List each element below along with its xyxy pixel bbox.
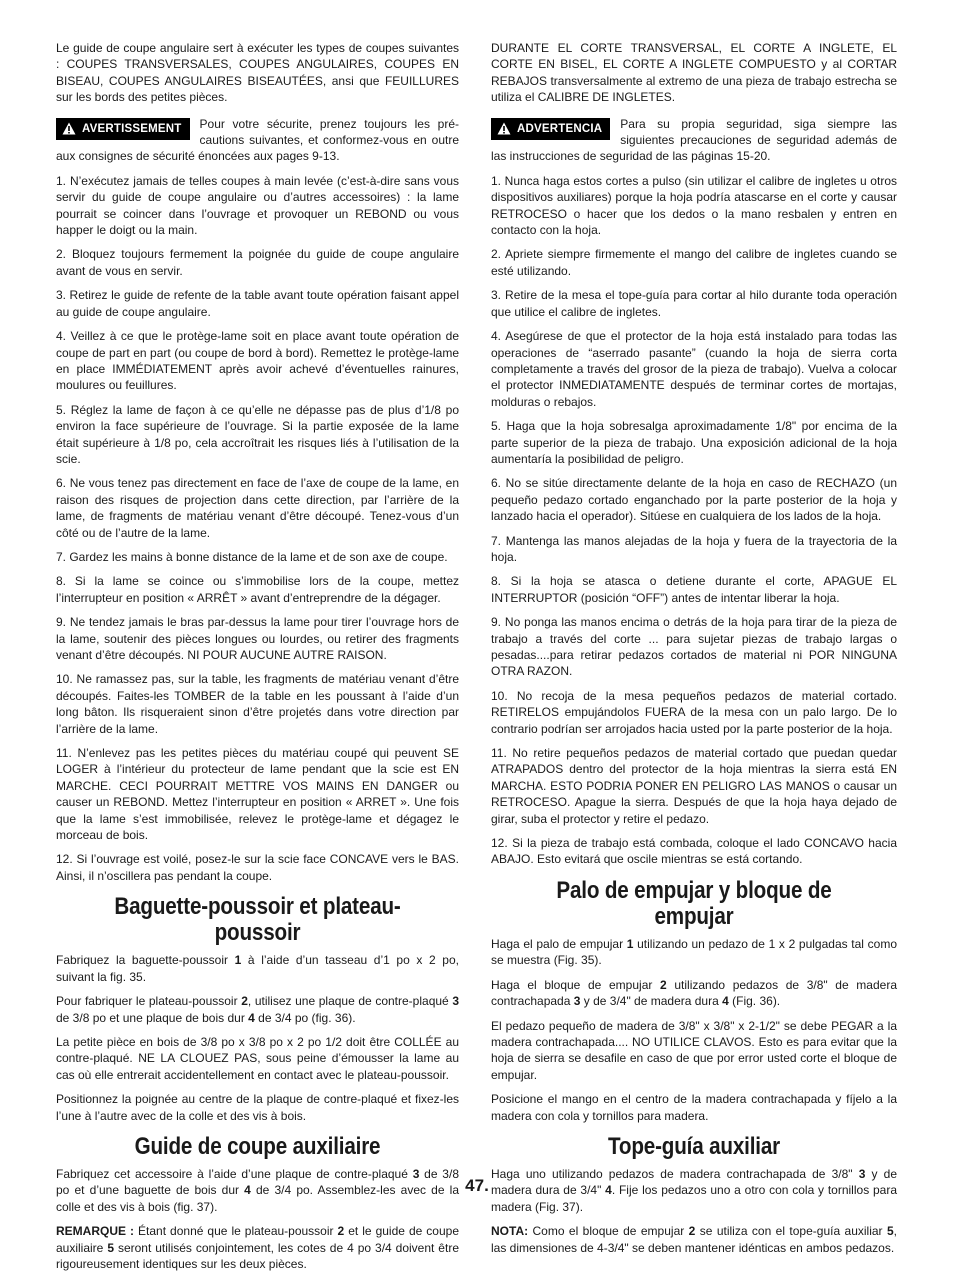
- list-item: 12. Si l’ouvrage est voilé, posez-le sur la scie face CONCAVE vers le BAS. Ainsi, il n’oscillera pas pendant la coupe.: [56, 852, 459, 883]
- list-item: 10. Ne ramassez pas, sur la table, les fragments de matériau venant d’être découpés. Faites-les TOMBER de la table en les poussant à l’aide d’un long bâton. Ils risqueraient sinon d’être projetés dans votre direction par l’arrière de la lame.: [56, 672, 459, 736]
- section-heading-auxiliary-fence: Tope-guía auxiliar: [608, 1132, 780, 1160]
- list-item: 1. Nunca haga estos cortes a pulso (sin utilizar el calibre de ingletes u otros dispositivos auxiliares) porque la hoja podría atascarse en el corte y causar RETROCESO o hacer que los dedos o la mano resbalen y entren en contacto con la hoja.: [491, 173, 897, 238]
- spanish-column: [491, 40, 897, 1264]
- intro-paragraph: DURANTE EL CORTE TRANSVERSAL, EL CORTE A INGLETE, EL CORTE EN BISEL, EL CORTE A INGLETE COMPUESTO y al CORTAR REBAJOS transversalmente al extremo de una pieza de trabajo estrecha se utiliza el CALIBRE DE INGLETES.: [491, 41, 897, 105]
- list-item: 7. Mantenga las manos alejadas de la hoja y fuera de la trayectoria de la hoja.: [491, 533, 897, 564]
- list-item: 8. Si la lame se coince ou s’immobilise lors de la coupe, mettez l’interrupteur en position « ARRÊT » avant d’entreprendre de la dégager.: [56, 574, 459, 605]
- section-heading-push-stick: Baguette-poussoir et plateau-poussoir: [114, 893, 401, 947]
- list-item: 9. Ne tendez jamais le bras par-dessus la lame pour tirer l’ouvrage hors de la lame, soutenir des pièces longues ou lourdes, ou retirer des fragments venant d’être découpés. NI POUR AUCUNE AUTRE RAISON.: [56, 615, 459, 662]
- list-item: 12. Si la pieza de trabajo está combada, coloque el lado CONCAVO hacia ABAJO. Esto evitará que oscile mientras se está cortando.: [491, 836, 897, 867]
- paragraph: Haga uno utilizando pedazos de madera contrachapada de 3/8" 3 y de madera dura de 3/4" 4. Fije los pedazos uno a otro con cola y tornillos para madera (Fig. 37).: [491, 1166, 898, 1214]
- list-item: 4. Veillez à ce que le protège-lame soit en place avant toute opération de coupe de part en part (ou coupe de bord à bord). Remettez le protège-lame en place IMMÉDIATEMENT après avoir achevé d’éventuelles rainures, moulures ou feuillures.: [56, 329, 459, 393]
- paragraph: Haga el palo de empujar 1 utilizando un pedazo de 1 x 2 pulgadas tal como se muestra (Fig. 35).: [491, 936, 897, 968]
- warning-badge: [56, 118, 190, 140]
- list-item: 5. Réglez la lame de façon à ce qu’elle ne dépasse pas de plus d’1/8 po environ la face supérieure de l’ouvrage. Si la partie exposée de la lame était supérieure à 1/8 po, cela accroîtrait les risques liés à l’utilisation de la scie.: [56, 402, 459, 466]
- paragraph: Pour fabriquer le plateau-poussoir 2, utilisez une plaque de contre-plaqué 3 de 3/8 po et une plaque de bois dur 4 de 3/4 po (fig. 36).: [56, 994, 460, 1025]
- warning-text: Pour votre sécurite, prenez toujours les pré-cautions suivantes, et conformez-vous en outre aux consignes de sécurité énoncées aux pages 9-13.: [56, 116, 459, 164]
- paragraph: Haga el bloque de empujar 2 utilizando pedazos de 3/8" de madera contrachapada 3 y de 3/4" de madera dura 4 (Fig. 36).: [491, 977, 897, 1009]
- list-item: 5. Haga que la hoja sobresalga aproximadamente 1/8" por encima de la parte superior de la pieza de trabajo. Una exposición adicional de la hoja aumentaría la posibilidad de peligro.: [491, 419, 897, 466]
- list-item: 4. Asegúrese de que el protector de la hoja está instalado para todas las operaciones de “aserrado pasante” (cuando la hoja de sierra corta completamente a través del grosor de la pieza de trabajo). Vuelva a colocar el protector INMEDIATAMENTE después de terminar cortes de mortajas, molduras o rebajos.: [491, 329, 897, 409]
- list-item: 11. No retire pequeños pedazos de material cortado que puedan quedar ATRAPADOS dentro del protector de la hoja mientras la sierra está EN MARCHA. ESTO PODRIA PONER EN PELIGRO LAS MANOS o causar un RETROCESO. Apague la sierra. Después de que la hoja haya dejado de girar, suba el protector y retire el pedazo.: [491, 746, 897, 826]
- list-item: 2. Apriete siempre firmemente el mango del calibre de ingletes cuando se esté utilizando.: [491, 247, 897, 278]
- list-item: 7. Gardez les mains à bonne distance de la lame et de son axe de coupe.: [56, 549, 448, 564]
- warning-label: AVERTISSEMENT: [82, 122, 182, 135]
- list-item: 2. Bloquez toujours fermement la poignée du guide de coupe angulaire avant de vous en servir.: [56, 247, 459, 278]
- french-column: [56, 40, 459, 1280]
- paragraph: Posicione el mango en el centro de la madera contrachapada y fíjelo a la madera con cola y tornillos para madera.: [491, 1092, 897, 1123]
- paragraph: Fabriquez cet accessoire à l’aide d’une plaque de contre-plaqué 3 de 3/8 po et d’une baguette de bois dur 4 de 3/4 po. Assemblez-les avec de la colle et des vis à bois (fig. 37).: [56, 1166, 459, 1214]
- list-item: 3. Retire de la mesa el tope-guía para cortar al hilo durante toda operación que utilice el calibre de ingletes.: [491, 288, 897, 319]
- list-item: 11. N’enlevez pas les petites pièces du matériau coupé qui peuvent SE LOGER à l’intérieur du protecteur de lame pendant que la scie est EN MARCHE. CECI POURRAIT METTRE VOS MAINS EN DANGER ou causer un REBOND. Mettez l’interrupteur en position « ARRET ». Une fois que la lame s’est immobilisée, relevez le protège-lame et dégagez le morceau de bois.: [56, 746, 459, 843]
- warning-block: [56, 116, 459, 165]
- warning-block: [491, 116, 897, 165]
- page-number: 47.: [465, 1176, 489, 1195]
- section-heading-auxiliary-fence: Guide de coupe auxiliaire: [134, 1132, 381, 1160]
- warning-badge: [491, 118, 610, 140]
- list-item: 6. No se sitúe directamente delante de la hoja en caso de RECHAZO (un pequeño pedazo cortado enganchado por la parte posterior de la hoja y lanzado hacia el operador). Sitúese en cualquiera de los lados de la hoja.: [491, 476, 897, 524]
- warning-label: ADVERTENCIA: [517, 122, 603, 135]
- warning-text: Para su propia seguridad, siga siempre las siguientes precauciones de seguridad además de las instrucciones de seguridad de las páginas 15-20.: [491, 116, 897, 164]
- intro-paragraph: Le guide de coupe angulaire sert à exécuter les types de coupes suivantes : COUPES TRANSVERSALES, COUPES ANGULAIRES, COUPES EN BISEAU, COUPES ANGULAIRES BISEAUTÉES, ansi que FEUILLURES sur les bords des petites pièces.: [56, 41, 459, 105]
- list-item: 1. N’exécutez jamais de telles coupes à main levée (c’est-à-dire sans vous servir du guide de coupe angulaire ou d’autres accessoires) : la lame pourrait se coincer dans l’ouvrage et provoquer un REBOND ou vous happer le doigt ou la main.: [56, 173, 459, 238]
- list-item: 6. Ne vous tenez pas directement en face de l’axe de coupe de la lame, en raison des risques de projection dans cette direction, par l’arrière de la lame, de fragments de matériau venant d’être découpé. Tenez-vous d’un côté ou de l’autre de la lame.: [56, 476, 459, 540]
- note-paragraph: NOTA: Como el bloque de empujar 2 se utiliza con el tope-guía auxiliar 5, las dimensiones de 4-3/4" se deben mantener idénticas en ambos pedazos.: [491, 1224, 897, 1255]
- list-item: 10. No recoja de la mesa pequeños pedazos de material cortado. RETIRELOS empujándolos FUERA de la mesa con un palo largo. De lo contrario podrían ser arrojados hacia usted por la parte posterior de la hoja.: [491, 688, 897, 736]
- list-item: 3. Retirez le guide de refente de la table avant toute opération faisant appel au guide de coupe angulaire.: [56, 288, 459, 319]
- warning-triangle-icon: [497, 122, 511, 135]
- list-item: 9. No ponga las manos encima o detrás de la hoja para tirar de la pieza de trabajo a través del corte ... para sujetar piezas de trabajo largas o pesadas....para retirar pedazos cortados de material ni POR NINGUNA OTRA RAZON.: [491, 615, 897, 679]
- section-heading-push-stick: Palo de empujar y bloque de empujar: [556, 876, 832, 930]
- note-paragraph: REMARQUE : Étant donné que le plateau-poussoir 2 et le guide de coupe auxiliaire 5 seront utilisés conjointement, les cotes de 4 po 3/4 doivent être rigoureusement identiques sur les deux pièces.: [56, 1224, 459, 1271]
- list-item: 8. Si la hoja se atasca o detiene durante el corte, APAGUE EL INTERRUPTOR (posición “OFF”) antes de intentar liberar la hoja.: [491, 574, 897, 605]
- paragraph: Fabriquez la baguette-poussoir 1 à l’aide d’un tasseau d’1 po x 2 po, suivant la fig. 35.: [56, 953, 459, 984]
- paragraph: El pedazo pequeño de madera de 3/8" x 3/8" x 2-1/2" se debe PEGAR a la madera contrachapada.... NO UTILICE CLAVOS. Esto es para evitar que la hoja de sierra se desafile en caso de que por error usted corte el bloque de empujar.: [491, 1018, 897, 1082]
- paragraph: Positionnez la poignée au centre de la plaque de contre-plaqué et fixez-les l’une à l’autre avec de la colle et des vis à bois.: [56, 1092, 459, 1123]
- warning-triangle-icon: [62, 122, 76, 135]
- paragraph: La petite pièce en bois de 3/8 po x 3/8 po x 2 po 1/2 doit être COLLÉE au contre-plaqué. NE LA CLOUEZ PAS, sous peine d’émousser la lame au cas où elle entrerait accidentellement en contact avec le plateau-poussoir.: [56, 1034, 459, 1082]
